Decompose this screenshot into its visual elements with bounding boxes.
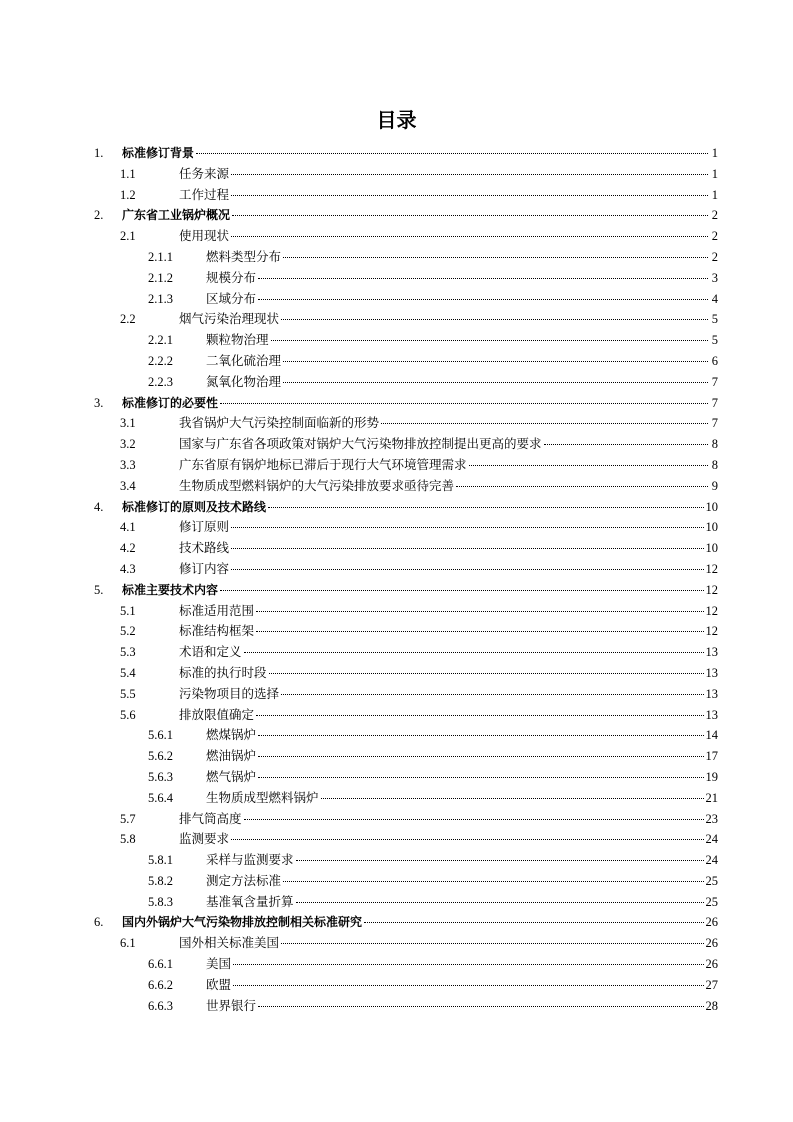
toc-entry[interactable] [94, 497, 718, 518]
toc-dot-leader [256, 631, 703, 632]
toc-entry-page-number: 26 [705, 936, 718, 951]
toc-entry[interactable] [94, 850, 718, 871]
toc-entry-number: 2.2 [120, 312, 136, 327]
toc-entry-title: 工作过程 [179, 187, 230, 202]
toc-entry-page-number: 27 [705, 977, 718, 992]
toc-entry[interactable] [94, 725, 718, 746]
toc-dot-leader [296, 902, 704, 903]
toc-entry[interactable] [94, 268, 718, 289]
toc-entry-title: 二氧化硫治理 [206, 353, 282, 368]
toc-dot-leader [231, 236, 708, 237]
toc-entry[interactable] [94, 684, 718, 705]
toc-entry-title: 监测要求 [179, 832, 230, 847]
toc-entry-title: 生物质成型燃料锅炉 [206, 790, 319, 805]
toc-entry[interactable] [94, 663, 718, 684]
toc-entry-number: 5.2 [120, 624, 136, 639]
toc-entry-page-number: 1 [711, 166, 718, 181]
toc-entry-page-number: 21 [705, 790, 718, 805]
toc-entry-number: 5.8.3 [148, 894, 173, 909]
toc-entry-number: 5.6.1 [148, 728, 173, 743]
toc-entry-number: 5.8.1 [148, 853, 173, 868]
toc-entry-number: 2.2.3 [148, 374, 173, 389]
toc-dot-leader [258, 735, 703, 736]
toc-entry-title: 国家与广东省各项政策对锅炉大气污染物排放控制提出更高的要求 [179, 437, 542, 452]
toc-entry-title: 烟气污染治理现状 [179, 312, 280, 327]
toc-entry-title: 采样与监测要求 [206, 853, 294, 868]
toc-dot-leader [283, 881, 703, 882]
toc-entry-page-number: 26 [705, 957, 718, 972]
toc-entry-page-number: 4 [711, 291, 718, 306]
toc-entry-number: 5. [94, 582, 104, 597]
toc-dot-leader [231, 548, 703, 549]
toc-entry-title: 广东省原有锅炉地标已滞后于现行大气环境管理需求 [179, 457, 467, 472]
toc-dot-leader [364, 922, 703, 923]
toc-entry-number: 3.2 [120, 437, 136, 452]
toc-entry-number: 5.8.2 [148, 873, 173, 888]
toc-dot-leader [220, 403, 708, 404]
toc-entry-title: 排放限值确定 [179, 707, 255, 722]
toc-entry-title: 规模分布 [206, 270, 257, 285]
toc-entry-title: 使用现状 [179, 229, 230, 244]
toc-entry[interactable] [94, 975, 718, 996]
toc-entry-page-number: 10 [705, 520, 718, 535]
toc-entry[interactable] [94, 205, 718, 226]
toc-entry-number: 2.1 [120, 229, 136, 244]
toc-entry-title: 标准适用范围 [179, 603, 255, 618]
toc-dot-leader [244, 652, 704, 653]
toc-entry-number: 3.1 [120, 416, 136, 431]
toc-entry[interactable] [94, 226, 718, 247]
toc-dot-leader [283, 361, 708, 362]
toc-entry-page-number: 19 [705, 769, 718, 784]
toc-entry-page-number: 24 [705, 832, 718, 847]
toc-dot-leader [271, 340, 708, 341]
toc-entry-number: 2.2.1 [148, 333, 173, 348]
toc-dot-leader [256, 715, 703, 716]
toc-entry-page-number: 3 [711, 270, 718, 285]
toc-entry[interactable] [94, 434, 718, 455]
toc-entry-title: 世界银行 [206, 998, 257, 1013]
toc-dot-leader [281, 943, 703, 944]
toc-dot-leader [258, 299, 708, 300]
toc-entry-number: 6. [94, 915, 104, 930]
toc-entry-number: 5.6.2 [148, 749, 173, 764]
toc-entry-page-number: 13 [705, 645, 718, 660]
toc-dot-leader [283, 382, 708, 383]
toc-entry[interactable] [94, 247, 718, 268]
toc-entry-number: 3.3 [120, 457, 136, 472]
toc-entry-number: 6.6.3 [148, 998, 173, 1013]
toc-entry-page-number: 2 [711, 229, 718, 244]
toc-entry-title: 污染物项目的选择 [179, 686, 280, 701]
toc-entry[interactable] [94, 393, 718, 414]
toc-entry-page-number: 1 [711, 187, 718, 202]
toc-entry[interactable] [94, 829, 718, 850]
toc-entry[interactable] [94, 517, 718, 538]
toc-entry-title: 生物质成型燃料锅炉的大气污染排放要求亟待完善 [179, 478, 455, 493]
toc-dot-leader [196, 153, 708, 154]
toc-entry-number: 5.8 [120, 832, 136, 847]
toc-entry-number: 5.3 [120, 645, 136, 660]
toc-entry-page-number: 9 [711, 478, 718, 493]
toc-entry-page-number: 23 [705, 811, 718, 826]
toc-entry[interactable] [94, 413, 718, 434]
toc-dot-leader [231, 569, 703, 570]
toc-entry-page-number: 26 [705, 915, 718, 930]
toc-dot-leader [283, 257, 708, 258]
toc-entry[interactable] [94, 538, 718, 559]
toc-entry-number: 3.4 [120, 478, 136, 493]
toc-entry[interactable] [94, 455, 718, 476]
toc-entry-page-number: 8 [711, 457, 718, 472]
toc-entry[interactable] [94, 996, 718, 1017]
toc-entry-number: 6.6.1 [148, 957, 173, 972]
toc-entry-page-number: 12 [705, 603, 718, 618]
toc-entry-page-number: 7 [711, 416, 718, 431]
toc-entry[interactable] [94, 746, 718, 767]
toc-entry-page-number: 25 [705, 873, 718, 888]
toc-entry[interactable] [94, 809, 718, 830]
toc-dot-leader [258, 777, 703, 778]
toc-dot-leader [469, 465, 708, 466]
toc-entry[interactable] [94, 871, 718, 892]
toc-entry-number: 2.1.1 [148, 249, 173, 264]
toc-entry-number: 3. [94, 395, 104, 410]
toc-dot-leader [269, 673, 704, 674]
toc-entry-title: 标准修订背景 [122, 146, 195, 160]
toc-dot-leader [244, 819, 704, 820]
toc-entry-title: 区域分布 [206, 291, 257, 306]
toc-entry-page-number: 12 [705, 561, 718, 576]
toc-entry[interactable] [94, 767, 718, 788]
toc-entry-number: 5.5 [120, 686, 136, 701]
toc-entry-number: 4.3 [120, 561, 136, 576]
toc-entry-page-number: 7 [711, 395, 718, 410]
toc-entry-number: 4. [94, 499, 104, 514]
toc-entry[interactable] [94, 621, 718, 642]
toc-entry-page-number: 28 [705, 998, 718, 1013]
toc-entry-number: 6.1 [120, 936, 136, 951]
toc-entry-page-number: 13 [705, 665, 718, 680]
toc-entry-number: 5.4 [120, 665, 136, 680]
toc-entry-number: 1.1 [120, 166, 136, 181]
toc-dot-leader [381, 423, 708, 424]
toc-entry[interactable] [94, 912, 718, 933]
toc-entry[interactable] [94, 476, 718, 497]
toc-entry-title: 燃料类型分布 [206, 249, 282, 264]
toc-entry-title: 燃煤锅炉 [206, 728, 257, 743]
toc-entry[interactable] [94, 351, 718, 372]
page-title: 目录 [376, 108, 417, 132]
toc-dot-leader [258, 1006, 703, 1007]
toc-entry-page-number: 14 [705, 728, 718, 743]
toc-entry-number: 5.6 [120, 707, 136, 722]
toc-entry-title: 排气筒高度 [179, 811, 242, 826]
toc-entry-page-number: 2 [711, 208, 718, 223]
toc-entry-number: 1.2 [120, 187, 136, 202]
toc-entry-number: 2.2.2 [148, 353, 173, 368]
toc-entry-title: 标准修订的原则及技术路线 [122, 499, 267, 514]
toc-dot-leader [544, 444, 708, 445]
toc-entry-number: 5.6.3 [148, 769, 173, 784]
toc-dot-leader [231, 839, 703, 840]
toc-entry-page-number: 13 [705, 686, 718, 701]
toc-entry-title: 我省锅炉大气污染控制面临新的形势 [179, 416, 380, 431]
toc-dot-leader [231, 527, 703, 528]
toc-dot-leader [256, 611, 703, 612]
toc-entry-title: 国内外锅炉大气污染物排放控制相关标准研究 [122, 915, 363, 930]
toc-entry[interactable] [94, 705, 718, 726]
toc-entry-page-number: 7 [711, 374, 718, 389]
toc-entry-title: 标准主要技术内容 [122, 582, 219, 597]
toc-entry[interactable] [94, 559, 718, 580]
toc-dot-leader [231, 174, 708, 175]
toc-entry-title: 欧盟 [206, 977, 232, 992]
toc-entry-page-number: 6 [711, 353, 718, 368]
toc-entry-title: 广东省工业锅炉概况 [122, 208, 231, 223]
toc-entry-page-number: 12 [705, 624, 718, 639]
toc-entry-number: 1. [94, 146, 104, 160]
toc-entry-page-number: 12 [705, 582, 718, 597]
toc-entry-page-number: 24 [705, 853, 718, 868]
toc-entry-title: 标准结构框架 [179, 624, 255, 639]
toc-dot-leader [268, 507, 703, 508]
toc-entry-number: 4.2 [120, 541, 136, 556]
toc-entry-page-number: 1 [711, 146, 718, 160]
toc-entry-title: 颗粒物治理 [206, 333, 269, 348]
toc-dot-leader [456, 486, 708, 487]
toc-entry-title: 标准的执行时段 [179, 665, 267, 680]
toc-entry-page-number: 17 [705, 749, 718, 764]
toc-dot-leader [258, 278, 708, 279]
toc-dot-leader [231, 195, 708, 196]
toc-entry-page-number: 5 [711, 333, 718, 348]
table-of-contents [94, 143, 718, 1016]
toc-entry-number: 5.7 [120, 811, 136, 826]
toc-entry-title: 测定方法标准 [206, 873, 282, 888]
toc-dot-leader [232, 215, 708, 216]
toc-dot-leader [220, 590, 703, 591]
toc-entry-number: 4.1 [120, 520, 136, 535]
toc-entry[interactable] [94, 289, 718, 310]
toc-entry[interactable] [94, 580, 718, 601]
toc-entry[interactable] [94, 372, 718, 393]
toc-dot-leader [296, 860, 704, 861]
toc-entry-title: 修订内容 [179, 561, 230, 576]
toc-entry-number: 6.6.2 [148, 977, 173, 992]
toc-entry[interactable] [94, 954, 718, 975]
toc-entry-number: 2.1.3 [148, 291, 173, 306]
toc-entry-page-number: 25 [705, 894, 718, 909]
toc-entry-title: 国外相关标准美国 [179, 936, 280, 951]
toc-entry-title: 技术路线 [179, 541, 230, 556]
toc-entry[interactable] [94, 788, 718, 809]
toc-dot-leader [321, 798, 704, 799]
toc-entry-page-number: 10 [705, 499, 718, 514]
toc-entry-page-number: 10 [705, 541, 718, 556]
toc-entry-title: 基准氧含量折算 [206, 894, 294, 909]
toc-entry[interactable] [94, 143, 718, 164]
toc-dot-leader [258, 756, 703, 757]
toc-entry[interactable] [94, 933, 718, 954]
toc-entry[interactable] [94, 642, 718, 663]
toc-entry-title: 术语和定义 [179, 645, 242, 660]
toc-entry[interactable] [94, 164, 718, 185]
toc-entry-number: 2.1.2 [148, 270, 173, 285]
toc-entry-title: 燃气锅炉 [206, 769, 257, 784]
toc-entry-page-number: 5 [711, 312, 718, 327]
toc-entry-title: 任务来源 [179, 166, 230, 181]
toc-entry-title: 燃油锅炉 [206, 749, 257, 764]
toc-entry-number: 5.1 [120, 603, 136, 618]
toc-entry-number: 2. [94, 208, 104, 223]
toc-entry[interactable] [94, 185, 718, 206]
toc-dot-leader [281, 319, 708, 320]
toc-entry[interactable] [94, 892, 718, 913]
toc-dot-leader [233, 985, 703, 986]
toc-entry-page-number: 8 [711, 437, 718, 452]
toc-entry-page-number: 2 [711, 249, 718, 264]
toc-entry-title: 标准修订的必要性 [122, 395, 219, 410]
toc-entry-title: 美国 [206, 957, 232, 972]
toc-dot-leader [281, 694, 703, 695]
toc-entry-number: 5.6.4 [148, 790, 173, 805]
toc-entry-page-number: 13 [705, 707, 718, 722]
toc-entry[interactable] [94, 309, 718, 330]
toc-entry-title: 氮氧化物治理 [206, 374, 282, 389]
toc-entry-title: 修订原则 [179, 520, 230, 535]
toc-dot-leader [233, 964, 703, 965]
toc-entry[interactable] [94, 601, 718, 622]
toc-entry[interactable] [94, 330, 718, 351]
